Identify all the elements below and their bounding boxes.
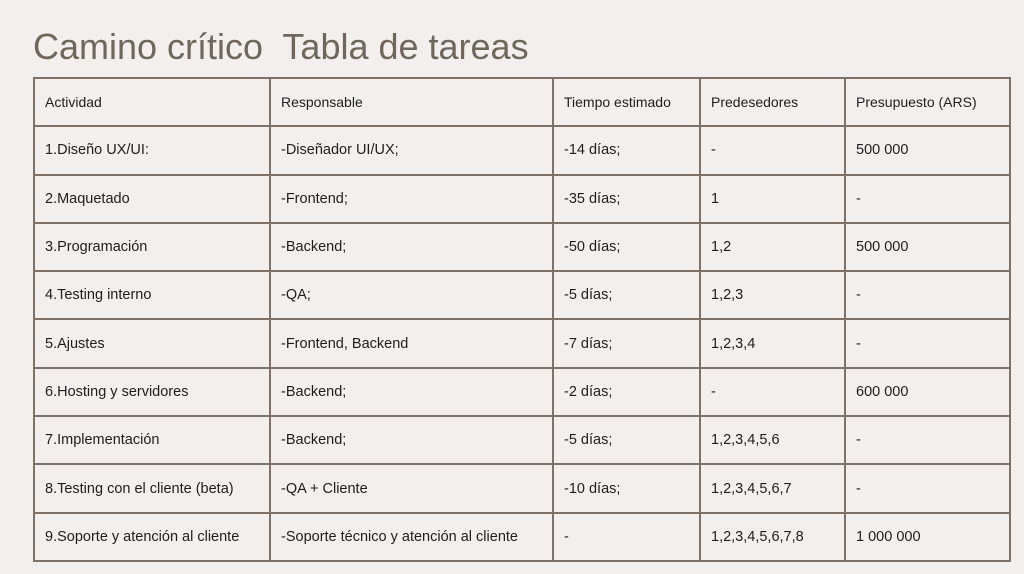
tasks-table: [33, 77, 1011, 562]
cell-budget: -: [845, 464, 1010, 512]
cell-responsible: -QA;: [270, 271, 553, 319]
cell-activity: 8.Testing con el cliente (beta): [34, 464, 270, 512]
cell-budget: 500 000: [845, 126, 1010, 174]
cell-predecessors: 1,2,3,4,5,6: [700, 416, 845, 464]
cell-predecessors: 1,2,3,4,5,6,7,8: [700, 513, 845, 561]
cell-responsible: -Backend;: [270, 416, 553, 464]
cell-estimated-time: -: [553, 513, 700, 561]
table-row: [34, 175, 1010, 223]
cell-activity: 6.Hosting y servidores: [34, 368, 270, 416]
cell-estimated-time: -50 días;: [553, 223, 700, 271]
cell-predecessors: 1: [700, 175, 845, 223]
table-header-row: [34, 78, 1010, 126]
column-header-estimated-time: Tiempo estimado: [553, 78, 700, 126]
cell-estimated-time: -14 días;: [553, 126, 700, 174]
cell-estimated-time: -7 días;: [553, 319, 700, 367]
cell-responsible: -QA + Cliente: [270, 464, 553, 512]
cell-budget: -: [845, 319, 1010, 367]
cell-responsible: -Frontend;: [270, 175, 553, 223]
cell-estimated-time: -5 días;: [553, 416, 700, 464]
column-header-responsible: Responsable: [270, 78, 553, 126]
cell-budget: -: [845, 416, 1010, 464]
cell-estimated-time: -5 días;: [553, 271, 700, 319]
column-header-activity: Actividad: [34, 78, 270, 126]
cell-responsible: -Diseñador UI/UX;: [270, 126, 553, 174]
cell-budget: 1 000 000: [845, 513, 1010, 561]
table-row: [34, 416, 1010, 464]
table-row: [34, 223, 1010, 271]
cell-budget: -: [845, 271, 1010, 319]
table-row: [34, 368, 1010, 416]
cell-estimated-time: -35 días;: [553, 175, 700, 223]
slide-title: Camino crítico Tabla de tareas: [33, 26, 529, 67]
cell-responsible: -Backend;: [270, 368, 553, 416]
cell-budget: 500 000: [845, 223, 1010, 271]
cell-predecessors: 1,2,3,4: [700, 319, 845, 367]
table-row: [34, 271, 1010, 319]
cell-predecessors: 1,2,3,4,5,6,7: [700, 464, 845, 512]
table-row: [34, 464, 1010, 512]
cell-activity: 3.Programación: [34, 223, 270, 271]
cell-predecessors: 1,2,3: [700, 271, 845, 319]
cell-estimated-time: -10 días;: [553, 464, 700, 512]
cell-activity: 9.Soporte y atención al cliente: [34, 513, 270, 561]
table-row: [34, 513, 1010, 561]
cell-budget: -: [845, 175, 1010, 223]
cell-responsible: -Backend;: [270, 223, 553, 271]
column-header-budget: Presupuesto (ARS): [845, 78, 1010, 126]
cell-activity: 7.Implementación: [34, 416, 270, 464]
cell-activity: 2.Maquetado: [34, 175, 270, 223]
cell-responsible: -Frontend, Backend: [270, 319, 553, 367]
cell-estimated-time: -2 días;: [553, 368, 700, 416]
table-row: [34, 319, 1010, 367]
cell-activity: 4.Testing interno: [34, 271, 270, 319]
table-row: [34, 126, 1010, 174]
column-header-predecessors: Predesedores: [700, 78, 845, 126]
cell-budget: 600 000: [845, 368, 1010, 416]
cell-predecessors: -: [700, 126, 845, 174]
cell-predecessors: -: [700, 368, 845, 416]
cell-activity: 1.Diseño UX/UI:: [34, 126, 270, 174]
cell-predecessors: 1,2: [700, 223, 845, 271]
cell-activity: 5.Ajustes: [34, 319, 270, 367]
cell-responsible: -Soporte técnico y atención al cliente: [270, 513, 553, 561]
